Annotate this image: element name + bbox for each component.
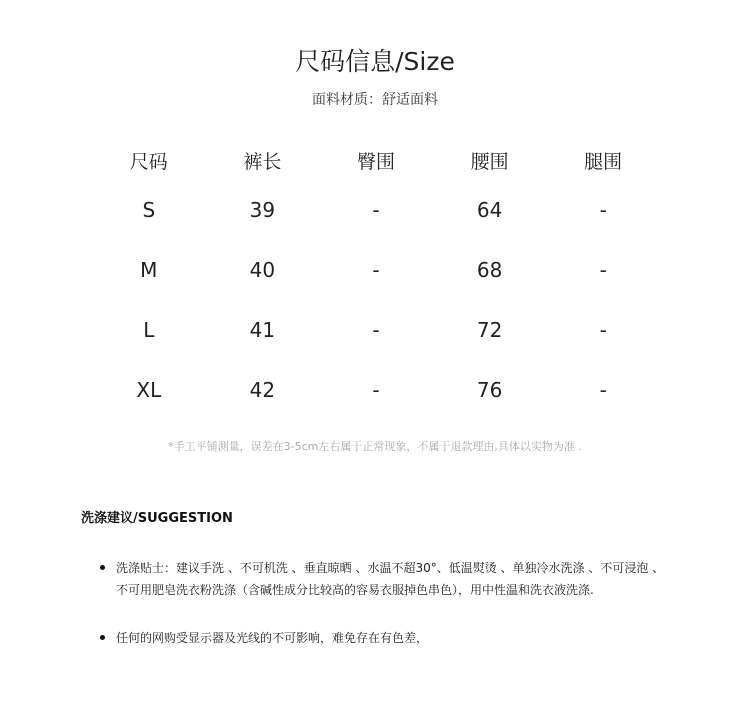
table-cell: - xyxy=(599,198,607,222)
table-cell: 39 xyxy=(249,198,276,222)
table-cell: 41 xyxy=(249,318,276,342)
column-header-waist: 腰围 xyxy=(470,150,509,173)
washing-tips-line-1: 洗涤贴士：建议手洗 、不可机洗 、垂直晾晒 、水温不超30°、低温熨烫 、单独冷水洗涤 、不可浸泡 、 xyxy=(116,561,665,575)
table-row xyxy=(92,300,660,360)
table-row xyxy=(92,240,660,300)
column-header-length: 裤长 xyxy=(243,150,282,173)
washing-tips-line-2: 不可用肥皂洗衣粉洗涤（含碱性成分比较高的容易衣服掉色串色），用中性温和洗衣液洗涤. xyxy=(116,583,594,597)
table-row xyxy=(92,180,660,240)
table-cell: 42 xyxy=(249,378,276,402)
bullet-dot-icon xyxy=(100,635,105,640)
table-cell: - xyxy=(372,258,380,282)
table-cell: - xyxy=(372,198,380,222)
table-cell: - xyxy=(599,258,607,282)
measurement-note: *手工平铺测量，误差在3-5cm左右属于正常现象，不属于退款理由,具体以实物为准 . xyxy=(168,440,582,453)
color-difference-note: 任何的网购受显示器及光线的不可影响，难免存在有色差， xyxy=(116,631,429,645)
column-header-hip: 臀围 xyxy=(356,150,395,173)
bullet-dot-icon xyxy=(100,565,105,570)
table-cell: 76 xyxy=(476,378,503,402)
table-cell: 68 xyxy=(476,258,503,282)
table-cell: - xyxy=(599,378,607,402)
table-cell: 64 xyxy=(476,198,503,222)
table-cell: L xyxy=(143,318,155,342)
list-item xyxy=(100,557,700,601)
column-header-size: 尺码 xyxy=(129,150,168,173)
suggestion-title: 洗涤建议/SUGGESTION xyxy=(81,511,233,526)
size-table xyxy=(92,140,660,420)
table-cell: XL xyxy=(136,378,162,402)
table-cell: M xyxy=(140,258,158,282)
page-title: 尺码信息/Size xyxy=(295,47,455,76)
table-cell: - xyxy=(372,318,380,342)
table-cell: 40 xyxy=(249,258,276,282)
fabric-info: 面料材质：舒适面料 xyxy=(312,92,438,108)
table-cell: 72 xyxy=(476,318,503,342)
table-cell: - xyxy=(372,378,380,402)
table-cell: - xyxy=(599,318,607,342)
table-header-row xyxy=(92,140,660,180)
column-header-thigh: 腿围 xyxy=(584,150,623,173)
table-cell: S xyxy=(142,198,156,222)
table-row xyxy=(92,360,660,420)
list-item xyxy=(100,627,700,649)
